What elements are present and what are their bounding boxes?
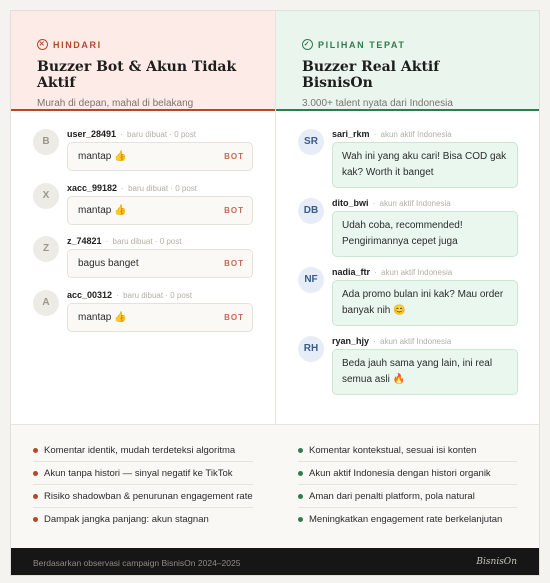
avatar: B	[33, 129, 59, 155]
list-item: Akun aktif Indonesia dengan histori organik	[298, 462, 517, 485]
bot-badge: BOT	[224, 206, 244, 215]
account-meta: baru dibuat · 0 post	[128, 184, 197, 193]
recommended-tag	[302, 39, 513, 50]
comment-bubble: Udah coba, recommended! Pengirimannya cepet juga	[332, 211, 518, 257]
comment-bubble	[67, 249, 253, 278]
bullet-icon	[298, 517, 303, 522]
summary-section	[11, 424, 539, 549]
bot-badge: BOT	[224, 259, 244, 268]
avoid-points	[11, 425, 275, 530]
comment-bubble: Beda jauh sama yang lain, ini real semua asli 🔥	[332, 349, 518, 395]
username: nadia_ftr	[332, 267, 371, 277]
bot-badge: BOT	[224, 313, 244, 322]
list-item: Komentar kontekstual, sesuai isi konten	[298, 439, 517, 462]
bullet-icon	[298, 494, 303, 499]
account-meta: baru dibuat · 0 post	[112, 237, 182, 246]
bullet-icon	[298, 471, 303, 476]
list-item: Komentar identik, mudah terdeteksi algoritma	[33, 439, 253, 462]
account-meta: baru dibuat · 0 post	[123, 291, 192, 300]
avatar: NF	[298, 267, 324, 293]
bullet-icon	[298, 448, 303, 453]
account-meta: akun aktif Indonesia	[380, 337, 452, 346]
comment-text: bagus banget	[78, 258, 139, 269]
recommended-header	[276, 11, 539, 111]
bot-badge: BOT	[224, 152, 244, 161]
username: ryan_hjy	[332, 336, 370, 346]
footer-note: Berdasarkan observasi campaign BisnisOn 2024–2025	[33, 558, 241, 568]
username: user_28491	[67, 129, 117, 139]
avatar: SR	[298, 129, 324, 155]
real-comment-feed: SR sari_rkm · akun aktif Indonesia Wah ini yang aku cari! Bisa COD gak kak? Worth it banget DB dito_bwi · akun aktif Indonesia Udah coba, recommended! Pengirimannya cepet juga NF nadia_ftr · akun aktif Indonesia Ada promo bulan ini kak? Mau order banyak nih 😊 RH ryan_hjy · akun aktif Indonesia Beda jauh sama yang lain, ini real semua asli 🔥	[276, 111, 539, 424]
recommended-subtitle: 3.000+ talent nyata dari Indonesia	[302, 98, 453, 109]
recommended-tag-label: PILIHAN TEPAT	[318, 39, 406, 50]
comment-text: mantap 👍	[78, 312, 127, 323]
footer-bar	[11, 548, 539, 576]
comment-bubble	[67, 303, 253, 332]
comparison-card	[10, 10, 540, 576]
list-item: Akun tanpa histori — sinyal negatif ke TikTok	[33, 462, 253, 485]
comment-bubble	[67, 196, 253, 225]
username: acc_00312	[67, 290, 113, 300]
username: sari_rkm	[332, 129, 370, 139]
avatar: X	[33, 183, 59, 209]
avatar: RH	[298, 336, 324, 362]
bullet-icon	[33, 448, 38, 453]
recommended-column	[276, 11, 539, 424]
avoid-tag-label: HINDARI	[53, 39, 102, 50]
username: z_74821	[67, 236, 102, 246]
bullet-icon	[33, 494, 38, 499]
x-circle-icon: ✕	[38, 41, 47, 48]
comment-bubble: Wah ini yang aku cari! Bisa COD gak kak? Worth it banget	[332, 142, 518, 188]
recommended-points	[276, 425, 539, 530]
comment-text: mantap 👍	[78, 205, 127, 216]
list-item: Dampak jangka panjang: akun stagnan	[33, 508, 253, 530]
comment-bubble	[67, 142, 253, 171]
comment-bubble: Ada promo bulan ini kak? Mau order banyak nih 😊	[332, 280, 518, 326]
avoid-header	[11, 11, 275, 111]
bullet-icon	[33, 517, 38, 522]
account-meta: akun aktif Indonesia	[379, 199, 451, 208]
avoid-tag	[37, 39, 249, 50]
avoid-column	[11, 11, 275, 424]
avatar: Z	[33, 236, 59, 262]
username: dito_bwi	[332, 198, 369, 208]
account-meta: akun aktif Indonesia	[380, 130, 452, 139]
bullet-icon	[33, 471, 38, 476]
avoid-title: Buzzer Bot & Akun Tidak Aktif	[37, 59, 237, 91]
recommended-title: Buzzer Real Aktif BisnisOn	[302, 59, 440, 91]
avatar: DB	[298, 198, 324, 224]
list-item: Risiko shadowban & penurunan engagement rate	[33, 485, 253, 508]
comment-text: mantap 👍	[78, 151, 127, 162]
list-item: Meningkatkan engagement rate berkelanjutan	[298, 508, 517, 530]
list-item: Aman dari penalti platform, pola natural	[298, 485, 517, 508]
avoid-subtitle: Murah di depan, mahal di belakang	[37, 98, 194, 109]
brand-logo: BisnisOn	[476, 557, 517, 567]
username: xacc_99182	[67, 183, 118, 193]
bot-comment-feed: B user_28491 · baru dibuat · 0 post mantap 👍 BOT X xacc_99182 · baru dibuat · 0 post mantap 👍 BOT Z z_74821 · baru dibuat · 0 post bagus banget BOT A acc_00312 · baru dibuat · 0 post mantap 👍 BOT	[11, 111, 275, 424]
avatar: A	[33, 290, 59, 316]
account-meta: akun aktif Indonesia	[381, 268, 453, 277]
check-circle-icon: ✓	[303, 41, 312, 48]
account-meta: baru dibuat · 0 post	[127, 130, 196, 139]
